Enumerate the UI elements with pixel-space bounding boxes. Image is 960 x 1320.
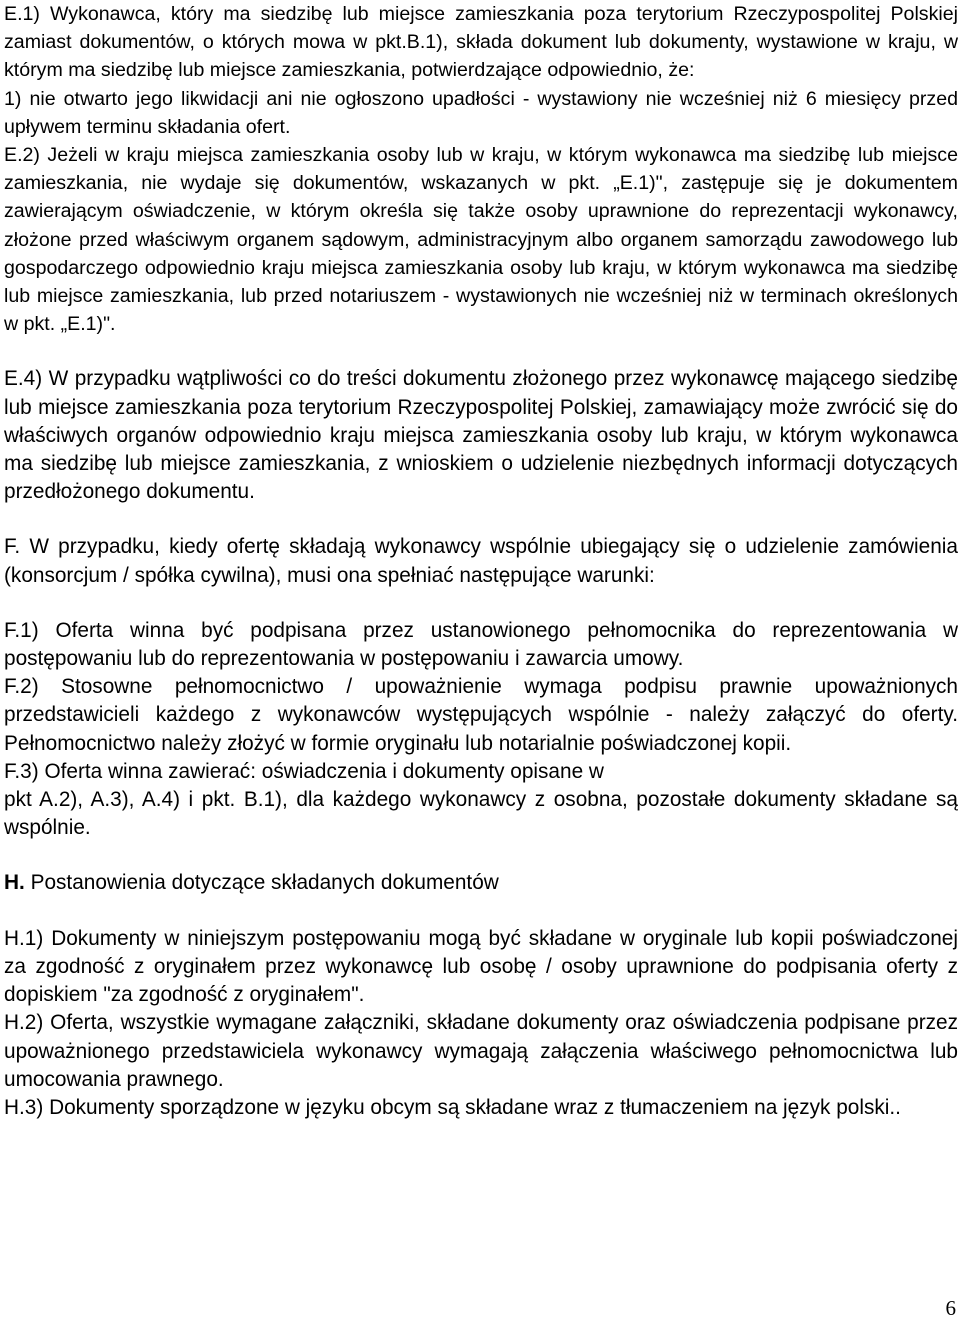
paragraph-f-intro: F. W przypadku, kiedy ofertę składają wykonawcy wspólnie ubiegający się o udzielenie zamówienia (konsorcjum / spółka cywilna), musi ona spełniać następujące warunki: [4,535,958,587]
section-h-letter: H. [4,871,25,895]
spacer [4,506,958,533]
paragraph-h3: H.3) Dokumenty sporządzone w języku obcym są składane wraz z tłumaczeniem na język polski.. [4,1095,901,1119]
paragraph-e4: E.4) W przypadku wątpliwości co do treści dokumentu złożonego przez wykonawcę mającego siedzibę lub miejsce zamieszkania poza terytorium Rzeczypospolitej Polskiej, zamawiający może zwrócić się do właściwych organów odpowiednio kraju miejsca zamieszkania osoby lub kraju, w którym wykonawca ma siedzibę lub miejsce zamieszkania, z wnioskiem o udzielenie niezbędnych informacji dotyczących przedłożonego dokumentu. [4,367,958,504]
paragraph-f3-rest: pkt A.2), A.3), A.4) i pkt. B.1), dla każdego wykonawcy z osobna, pozostałe dokumenty składane są wspólnie. [4,788,958,840]
spacer [4,898,958,925]
paragraph-f3-line1: F.3) Oferta winna zawierać: oświadczenia i dokumenty opisane w [4,759,604,783]
document-page [4,0,958,1122]
spacer [4,590,958,617]
paragraph-f1: F.1) Oferta winna być podpisana przez ustanowionego pełnomocnika do reprezentowania w postępowaniu lub do reprezentowania w postępowaniu i zawarcia umowy. [4,618,958,671]
section-h-title: Postanowienia dotyczące składanych dokumentów [24,871,499,895]
paragraph-e2: E.2) Jeżeli w kraju miejsca zamieszkania osoby lub w kraju, w którym wykonawca ma siedzibę lub miejsce zamieszkania, nie wydaje się dokumentów, wskazanych w pkt. „E.1)", zastępuje się je dokumentem zawierającym oświadczenie, w którym określa się także osoby uprawnione do reprezentacji wykonawcy, złożone przed właściwym organem sądowym, administracyjnym albo organem samorządu zawodowego lub gospodarczego odpowiednio kraju miejsca zamieszkania osoby lub kraju, w którym wykonawca ma siedzibę lub miejsce zamieszkania, lub przed notariuszem - wystawionych nie wcześniej niż w terminach określonych w pkt. „E.1)". [4,144,958,336]
paragraph-e1-item1: 1) nie otwarto jego likwidacji ani nie ogłoszono upadłości - wystawiony nie wcześniej niż 6 miesięcy przed upływem terminu składania ofert. [4,87,958,138]
section-h-heading [4,869,958,897]
paragraph-h2: H.2) Oferta, wszystkie wymagane załączniki, składane dokumenty oraz oświadczenia podpisane przez upoważnionego przedstawiciela wykonawcy wymagają załączenia właściwego pełnomocnictwa lub umocowania prawnego. [4,1011,958,1091]
spacer [4,338,958,365]
paragraph-h1: H.1) Dokumenty w niniejszym postępowaniu mogą być składane w oryginale lub kopii poświadczonej za zgodność z oryginałem przez wykonawcę lub osobę / osoby uprawnione do podpisania oferty z dopiskiem "za zgodność z oryginałem". [4,926,958,1007]
paragraph-f2: F.2) Stosowne pełnomocnictwo / upoważnienie wymaga podpisu prawnie upoważnionych przedstawicieli każdego z wykonawców występujących wspólnie - należy załączyć do oferty. Pełnomocnictwo należy złożyć w formie oryginału lub notarialnie poświadczonej kopii. [4,675,958,755]
spacer [4,842,958,869]
paragraph-e1: E.1) Wykonawca, który ma siedzibę lub miejsce zamieszkania poza terytorium Rzeczypospolitej Polskiej zamiast dokumentów, o których mowa w pkt.B.1), składa dokument lub dokumenty, wystawione w kraju, w którym ma siedzibę lub miejsce zamieszkania, potwierdzające odpowiednio, że: [4,3,958,82]
page-number: 6 [945,1296,956,1320]
